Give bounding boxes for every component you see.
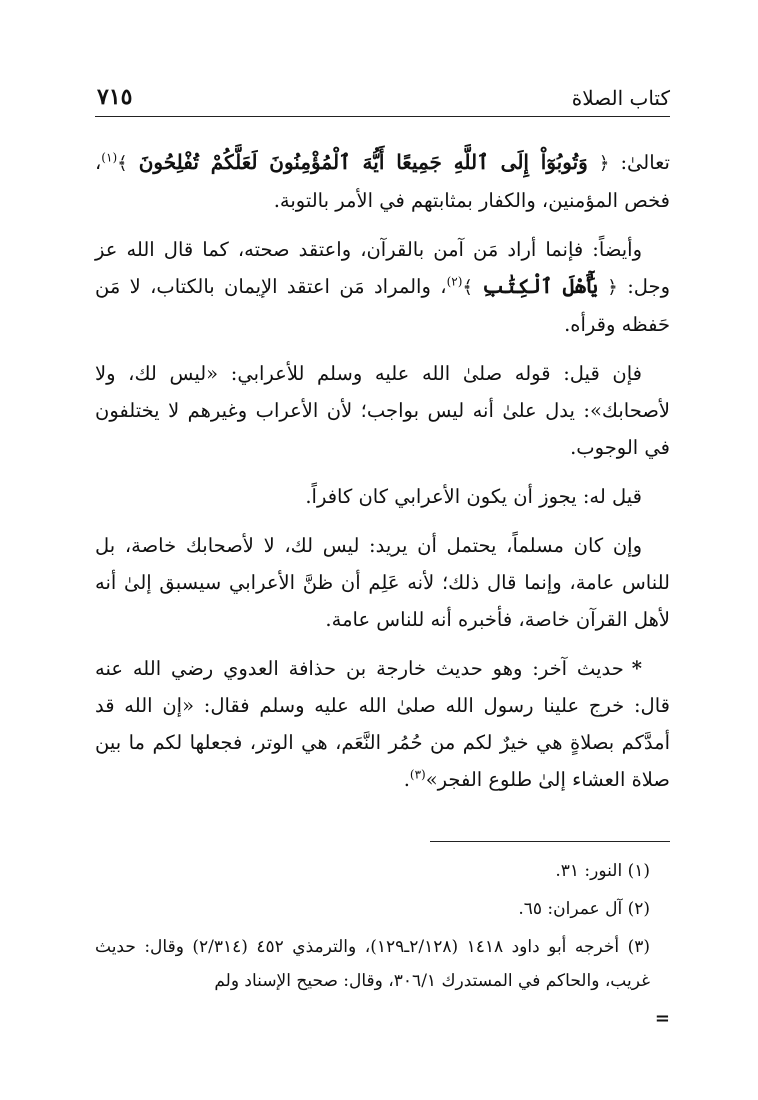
quran-ornament-close: ﴾ bbox=[117, 153, 128, 174]
quran-ornament-open: ﴿ bbox=[607, 277, 618, 298]
paragraph-1-lead: تعالىٰ: bbox=[609, 151, 670, 174]
quran-ornament-close: ﴾ bbox=[462, 277, 473, 298]
book-title: كتاب الصلاة bbox=[571, 86, 670, 110]
footnote-1: (١) النور: ٣١. bbox=[555, 861, 650, 881]
paragraph-6-end: . bbox=[403, 768, 410, 791]
quran-ornament-open: ﴿ bbox=[598, 153, 610, 174]
paragraph-3: فإن قيل: قوله صلىٰ الله عليه وسلم للأعرابي: «ليس لك، ولا لأصحابك»: يدل علىٰ أنه ليس بواجب؛ لأن الأعراب وغيرهم لا يختلفون في الوجوب. bbox=[95, 362, 670, 459]
quran-verse-1: وَتُوبُوٓاْ إِلَى ٱللَّهِ جَمِيعًا أَيُّهَ ٱلْمُؤْمِنُونَ لَعَلَّكُمْ تُفْلِحُونَ bbox=[138, 150, 588, 174]
footnote-ref-2[interactable]: (٢) bbox=[446, 274, 463, 289]
footnotes bbox=[95, 854, 670, 1040]
paragraph-4: قيل له: يجوز أن يكون الأعرابي كان كافراً. bbox=[305, 485, 642, 508]
footnote-3: (٣) أخرجه أبو داود ١٤١٨ (٢/١٢٨ـ١٢٩)، والترمذي ٤٥٢ (٢/٣١٤) وقال: حديث غريب، والحاكم في المستدرك ٣٠٦/١، وقال: صحيح الإسناد ولم bbox=[95, 937, 650, 991]
star-icon: * bbox=[631, 657, 642, 680]
footnote-divider bbox=[430, 841, 670, 842]
main-text bbox=[95, 144, 670, 810]
paragraph-1 bbox=[95, 144, 670, 219]
quran-verse-2: يَٰٓأَهْلَ ٱلْكِتَٰبِ bbox=[482, 274, 598, 298]
paragraph-1-text: ، فخص المؤمنين، والكفار بمثابتهم في الأمر بالتوبة. bbox=[95, 151, 670, 212]
footnote-continuation bbox=[95, 1002, 670, 1036]
continuation-mark: = bbox=[654, 1008, 670, 1029]
footnote-ref-3[interactable]: (٣) bbox=[409, 767, 426, 782]
page-number: ٧١٥ bbox=[97, 84, 133, 110]
paragraph-6 bbox=[95, 650, 670, 798]
paragraph-2 bbox=[95, 231, 670, 343]
footnote-2: (٢) آل عمران: ٦٥. bbox=[518, 899, 650, 919]
paragraph-2-text-1: وأيضاً: فإنما أراد مَن آمن بالقرآن، واعتقد صحته، كما قال الله عز وجل: bbox=[95, 238, 671, 298]
page-header bbox=[95, 78, 670, 117]
paragraph-2-text-2: ، والمراد مَن اعتقد الإيمان بالكتاب، لا مَن حَفظه وقرأه. bbox=[95, 275, 670, 336]
paragraph-6-text: حديث آخر: وهو حديث خارجة بن حذافة العدوي رضي الله عنه قال: خرج علينا رسول الله صلىٰ الله عليه وسلم فقال: «إن الله قد أمدَّكم بصلاةٍ هي خيرٌ لكم من حُمُر النَّعَم، هي الوتر، فجعلها لكم ما بين صلاة العشاء إلىٰ طلوع الفجر» bbox=[95, 657, 670, 791]
paragraph-5: وإن كان مسلماً، يحتمل أن يريد: ليس لك، لا لأصحابك خاصة، بل للناس عامة، وإنما قال ذلك؛ لأنه عَلِم أن ظنَّ الأعرابي سيسبق إلىٰ أنه لأهل القرآن خاصة، فأخبره أنه للناس عامة. bbox=[95, 534, 670, 631]
footnote-ref-1[interactable]: (١) bbox=[101, 150, 118, 165]
book-page bbox=[95, 78, 670, 1038]
